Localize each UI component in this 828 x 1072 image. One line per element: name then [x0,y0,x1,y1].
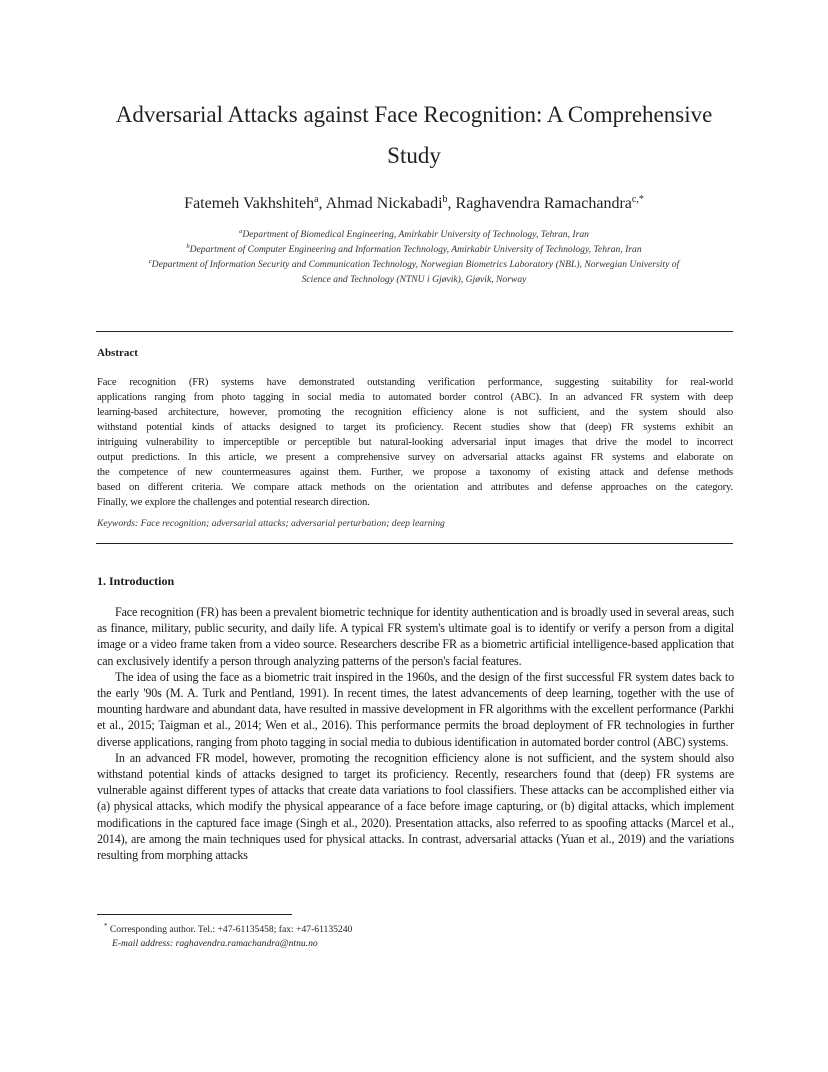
affiliation-mark: a [239,228,243,235]
affiliations [96,227,732,287]
footnote-email: E-mail address: raghavendra.ramachandra@ntnu.no [112,938,318,949]
keywords: Keywords: Face recognition; adversarial attacks; adversarial perturbation; deep learning [97,518,445,529]
divider-bottom [96,543,733,544]
abstract-line: withstand potential kinds of attacks designed to target its proficiency. Recent studies show that (deep) FR systems exhibit an [97,422,733,433]
affiliation-c [96,257,732,272]
author-separator: , [447,195,456,212]
paragraph: The idea of using the face as a biometric trait inspired in the 1960s, and the design of the first successful FR system dates back to the early '90s (M. A. Turk and Pentland, 1991). In recent times, the latest advancements of deep learning, together with the use of mounting hardware and abundant data, have resulted in massive development in FR algorithms with the excellent performance (Parkhi et al., 2015; Taigman et al., 2014; Wen et al., 2016). This performance permits the broad deployment of FR technologies in further diverse applications, ranging from photo tagging in social media to dubious identification in automated border control (ABC) systems. [97,669,734,749]
paper-title [96,94,732,176]
paragraph: In an advanced FR model, however, promoting the recognition efficiency alone is not sufficient, and the system should also withstand potential kinds of attacks designed to target its proficiency. Recently, researchers found that (deep) FR systems are vulnerable against different types of attacks that create data variations to fool classifiers. These attacks can be accomplished either via (a) physical attacks, which modify the physical appearance of a face before image capturing, or (b) digital attacks, which implement modifications in the captured face image (Singh et al., 2020). Presentation attacks, also referred to as spoofing attacks (Marcel et al., 2014), are among the main techniques used for physical attacks. In contrast, adversarial attacks (Yuan et al., 2019) and the variations resulting from morphing attacks [97,750,734,863]
affiliation-a [96,227,732,242]
abstract-line: output predictions. In this article, we present a comprehensive survey on adversarial attacks against FR systems and elaborate on [97,452,733,463]
abstract-line: based on different criteria. We compare attack methods on the orientation and attributes and defense approaches on the category. [97,482,733,493]
author-affiliation-mark: a [314,194,319,205]
abstract-line: the competence of new countermeasures against them. Further, we propose a taxonomy of existing attack and defense methods [97,467,733,478]
affiliation-text: Department of Computer Engineering and Information Technology, Amirkabir University of Technology, Tehran, Iran [189,244,642,255]
section-heading: 1. Introduction [97,574,175,588]
abstract-line: Face recognition (FR) systems have demonstrated outstanding verification performance, suggesting suitability for real-world [97,377,733,388]
divider-top [96,331,733,332]
author-separator: , [318,195,326,212]
affiliation-c-continued: Science and Technology (NTNU i Gjøvik), Gjøvik, Norway [301,274,527,285]
author-name: Ahmad Nickabadi [325,195,443,212]
abstract-line: learning-based architecture, however, promoting the recognition efficiency alone is not sufficient, and the system should also [97,407,733,418]
footnote-line-1 [104,923,352,937]
affiliation-text: Department of Biomedical Engineering, Amirkabir University of Technology, Tehran, Iran [242,229,589,240]
footnote-mark: * [104,922,108,930]
author-name: Fatemeh Vakhshiteh [184,195,315,212]
footnote-divider [97,914,292,915]
author-name: Raghavendra Ramachandra [455,195,632,212]
footnote [104,923,352,951]
abstract-line: applications ranging from photo tagging in social media to automated border control (ABC). In an advanced FR system with deep [97,392,733,403]
abstract-heading: Abstract [97,347,138,359]
paragraph: Face recognition (FR) has been a prevalent biometric technique for identity authentication and is broadly used in several areas, such as finance, military, public security, and daily life. A typical FR system's ultimate goal is to identify or verify a person from a digital image or a video frame taken from a video source. Researchers describe FR as a biometric artificial intelligence-based application that can exclusively identify a person through analyzing patterns of the person's facial features. [97,605,734,668]
paper-title-line-2: Study [387,143,441,168]
author-affiliation-mark: c,* [631,194,644,205]
introduction-body [97,604,734,863]
affiliation-mark: b [186,243,190,250]
abstract-line: Finally, we explore the challenges and potential research direction. [97,497,370,508]
author-affiliation-mark: b [442,194,448,205]
paper-title-line-1: Adversarial Attacks against Face Recognition: A Comprehensive [115,102,713,127]
footnote-text: Corresponding author. Tel.: +47-61135458; fax: +47-61135240 [109,924,353,935]
affiliation-b [96,242,732,257]
abstract-line: intriguing vulnerability to imperceptible or perceptible but natural-looking adversarial input images that drive the model to incorrect [97,437,733,448]
affiliation-text: Department of Information Security and Communication Technology, Norwegian Biometrics Laboratory (NBL), Norwegian University of [151,259,680,270]
abstract-body [97,375,733,510]
affiliation-mark: c [148,258,152,265]
author-list [96,193,732,215]
